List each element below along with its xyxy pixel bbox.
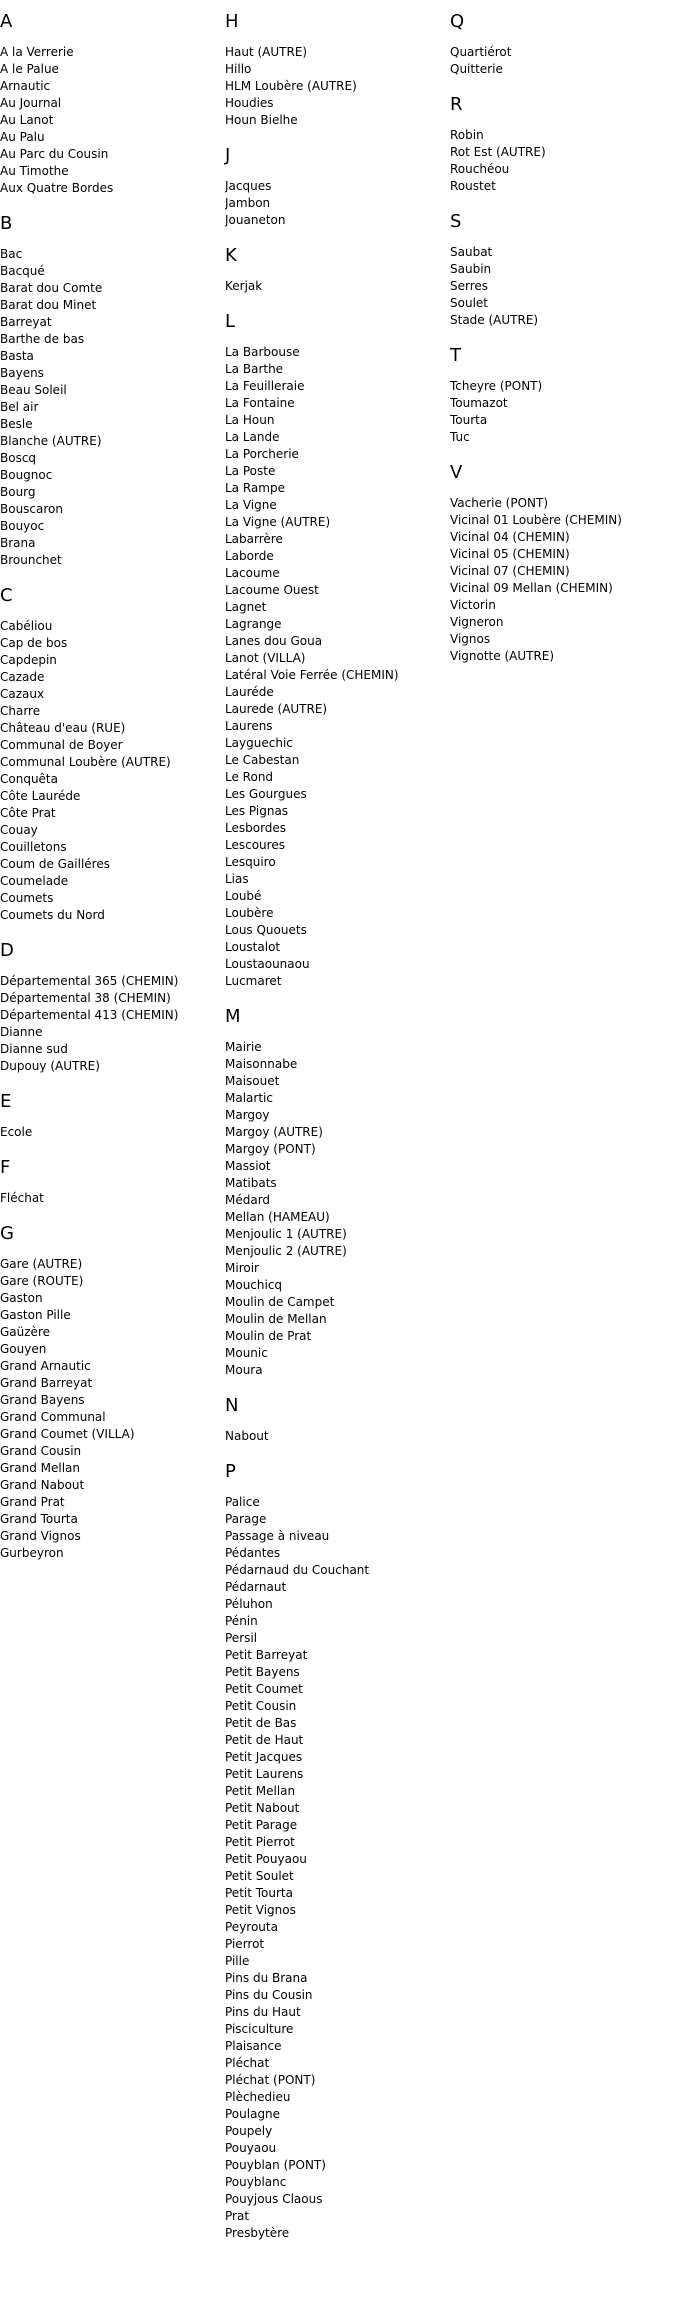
place-link[interactable]: HLM Loubère (AUTRE) [225,79,357,93]
place-link[interactable]: Basta [0,349,34,363]
place-list [225,278,445,295]
place-link[interactable]: Moura [225,1363,263,1377]
place-link[interactable]: Lagnet [225,600,267,614]
place-link[interactable]: Petit Jacques [225,1750,303,1764]
place-link[interactable]: Margoy (PONT) [225,1142,316,1156]
place-link[interactable]: Parage [225,1512,267,1526]
place-link[interactable]: Blanche (AUTRE) [0,434,102,448]
place-link[interactable]: La Poste [225,464,276,478]
place-link[interactable]: Serres [450,279,489,293]
place-link[interactable]: Petit Nabout [225,1801,300,1815]
place-link[interactable]: Cabéliou [0,619,53,633]
place-link[interactable]: Petit Parage [225,1818,298,1832]
place-link[interactable]: Pouyblanc [225,2175,287,2189]
index-column-3 [450,10,670,680]
place-link[interactable]: Latéral Voie Ferrée (CHEMIN) [225,668,399,682]
place-link[interactable]: Capdepin [0,653,57,667]
place-link[interactable]: Rot Est (AUTRE) [450,145,546,159]
letter-section [450,461,670,665]
place-link[interactable]: Bac [0,247,23,261]
place-link[interactable]: Bouscaron [0,502,63,516]
place-link[interactable]: Départemental 413 (CHEMIN) [0,1008,179,1022]
place-link[interactable]: A le Palue [0,62,59,76]
letter-heading: A [0,11,13,32]
place-link[interactable]: Lias [225,872,249,886]
letter-heading: T [450,345,461,366]
letter-section [0,584,220,924]
place-link[interactable]: Poulagne [225,2107,281,2121]
place-link[interactable]: Nabout [225,1429,269,1443]
letter-heading: L [225,311,236,332]
place-link[interactable]: Massiot [225,1159,271,1173]
place-link[interactable]: Gare (AUTRE) [0,1257,83,1271]
place-link[interactable]: Laurede (AUTRE) [225,702,328,716]
place-link[interactable]: Pins du Brana [225,1971,308,1985]
place-link[interactable]: Les Pignas [225,804,289,818]
place-list [0,44,220,197]
place-list [450,244,670,329]
place-link[interactable]: Lanot (VILLA) [225,651,306,665]
place-link[interactable]: Gare (ROUTE) [0,1274,84,1288]
letter-section [450,344,670,446]
place-link[interactable]: Lacoume Ouest [225,583,319,597]
place-link[interactable]: Côte Lauréde [0,789,81,803]
letter-section [450,210,670,329]
place-list [0,1256,220,1562]
place-link[interactable]: La Lande [225,430,280,444]
place-link[interactable]: Grand Communal [0,1410,106,1424]
place-link[interactable]: Pouyblan (PONT) [225,2158,326,2172]
place-link[interactable]: Besle [0,417,33,431]
place-link[interactable]: Arnautic [0,79,51,93]
place-link[interactable]: Bougnoc [0,468,53,482]
place-link[interactable]: Pisciculture [225,2022,294,2036]
place-link[interactable]: Pléchat (PONT) [225,2073,316,2087]
place-link[interactable]: Grand Prat [0,1495,65,1509]
place-link[interactable]: Pénin [225,1614,258,1628]
place-link[interactable]: Barthe de bas [0,332,85,346]
place-link[interactable]: Bouyoc [0,519,45,533]
place-link[interactable]: Grand Mellan [0,1461,80,1475]
place-link[interactable]: Mairie [225,1040,262,1054]
place-link[interactable]: Moulin de Prat [225,1329,312,1343]
place-link[interactable]: Les Gourgues [225,787,307,801]
place-link[interactable]: Lesbordes [225,821,287,835]
place-link[interactable]: Loubère [225,906,274,920]
place-link[interactable]: Tourta [450,413,488,427]
place-link[interactable]: Loubé [225,889,262,903]
place-list [225,178,445,229]
place-link[interactable]: Mounic [225,1346,268,1360]
place-link[interactable]: Barat dou Minet [0,298,97,312]
letter-heading: Q [450,11,465,32]
place-link[interactable]: Pouyaou [225,2141,277,2155]
place-link[interactable]: Vicinal 01 Loubère (CHEMIN) [450,513,622,527]
place-link[interactable]: Moulin de Mellan [225,1312,327,1326]
index-column-1 [0,10,220,1577]
place-link[interactable]: Vigneron [450,615,504,629]
place-link[interactable]: A la Verrerie [0,45,74,59]
place-link[interactable]: Malartic [225,1091,273,1105]
letter-section [450,10,670,78]
place-link[interactable]: Soulet [450,296,488,310]
place-link[interactable]: Palice [225,1495,260,1509]
place-link[interactable]: Quartiérot [450,45,512,59]
place-link[interactable]: Mellan (HAMEAU) [225,1210,330,1224]
place-link[interactable]: Coumets [0,891,54,905]
place-link[interactable]: Poupely [225,2124,273,2138]
letter-section [0,10,220,197]
letter-heading: J [225,145,231,166]
place-link[interactable]: Coum de Gailléres [0,857,110,871]
letter-heading: P [225,1461,236,1482]
place-link[interactable]: Pédarnaut [225,1580,287,1594]
place-link[interactable]: Gaston [0,1291,43,1305]
place-link[interactable]: Labarrère [225,532,283,546]
place-link[interactable]: La Vigne (AUTRE) [225,515,331,529]
place-link[interactable]: Plèchedieu [225,2090,291,2104]
place-link[interactable]: Cap de bos [0,636,68,650]
letter-heading: B [0,213,13,234]
place-link[interactable]: Château d'eau (RUE) [0,721,126,735]
place-link[interactable]: Petit Tourta [225,1886,293,1900]
place-link[interactable]: Charre [0,704,41,718]
place-link[interactable]: Fléchat [0,1191,44,1205]
place-link[interactable]: Matibats [225,1176,277,1190]
place-link[interactable]: Au Parc du Cousin [0,147,109,161]
letter-heading: H [225,11,239,32]
place-link[interactable]: Conquêta [0,772,58,786]
place-link[interactable]: Grand Coumet (VILLA) [0,1427,135,1441]
place-link[interactable]: Menjoulic 2 (AUTRE) [225,1244,347,1258]
place-link[interactable]: Barat dou Comte [0,281,103,295]
place-list [0,1190,220,1207]
place-link[interactable]: Le Rond [225,770,274,784]
place-link[interactable]: Margoy [225,1108,270,1122]
place-link[interactable]: Côte Prat [0,806,56,820]
place-link[interactable]: Jouaneton [225,213,286,227]
place-link[interactable]: Vignotte (AUTRE) [450,649,555,663]
place-link[interactable]: Houn Bielhe [225,113,298,127]
place-link[interactable]: Houdies [225,96,274,110]
place-link[interactable]: Vicinal 07 (CHEMIN) [450,564,570,578]
place-link[interactable]: Presbytère [225,2226,290,2240]
place-link[interactable]: Bel air [0,400,39,414]
place-link[interactable]: Petit de Bas [225,1716,297,1730]
place-link[interactable]: Roustet [450,179,496,193]
place-list [0,618,220,924]
letter-heading: S [450,211,462,232]
place-link[interactable]: Moulin de Campet [225,1295,335,1309]
place-list [450,378,670,446]
place-list [225,344,445,990]
place-link[interactable]: Maisonnabe [225,1057,298,1071]
place-link[interactable]: Petit de Haut [225,1733,304,1747]
place-link[interactable]: Petit Soulet [225,1869,294,1883]
place-list [450,127,670,195]
place-link[interactable]: Au Journal [0,96,62,110]
place-link[interactable]: Départemental 38 (CHEMIN) [0,991,171,1005]
place-link[interactable]: Lauréde [225,685,274,699]
place-link[interactable]: Lanes dou Goua [225,634,323,648]
place-link[interactable]: La Barbouse [225,345,300,359]
place-link[interactable]: Bayens [0,366,44,380]
place-link[interactable]: Bacqué [0,264,45,278]
place-link[interactable]: Laborde [225,549,274,563]
place-link[interactable]: Mouchicq [225,1278,283,1292]
place-link[interactable]: Beau Soleil [0,383,67,397]
place-list [225,1494,445,2242]
place-link[interactable]: Rouchéou [450,162,510,176]
place-link[interactable]: Persil [225,1631,258,1645]
place-link[interactable]: Miroir [225,1261,259,1275]
place-link[interactable]: Lous Quouets [225,923,307,937]
place-link[interactable]: Coumelade [0,874,69,888]
place-link[interactable]: Jacques [225,179,272,193]
place-list [0,246,220,569]
place-link[interactable]: Pierrot [225,1937,265,1951]
letter-section [0,939,220,1075]
place-link[interactable]: Robin [450,128,484,142]
letter-heading: R [450,94,463,115]
place-link[interactable]: La Barthe [225,362,284,376]
place-link[interactable]: Gaston Pille [0,1308,71,1322]
place-link[interactable]: Maisouet [225,1074,280,1088]
letter-section [225,244,445,295]
letter-section [0,212,220,569]
letter-section [225,10,445,129]
place-link[interactable]: Ecole [0,1125,33,1139]
letter-section [225,1394,445,1445]
place-link[interactable]: Pins du Cousin [225,1988,313,2002]
place-link[interactable]: Margoy (AUTRE) [225,1125,323,1139]
letter-heading: K [225,245,237,266]
place-link[interactable]: Barreyat [0,315,52,329]
place-link[interactable]: Au Palu [0,130,45,144]
place-list [225,1039,445,1379]
letter-heading: N [225,1395,239,1416]
letter-section [0,1090,220,1141]
place-link[interactable]: Grand Cousin [0,1444,82,1458]
place-link[interactable]: Coumets du Nord [0,908,105,922]
place-list [0,973,220,1075]
place-list [450,495,670,665]
letter-section [225,1005,445,1379]
place-link[interactable]: Lacoume [225,566,280,580]
place-link[interactable]: Vicinal 04 (CHEMIN) [450,530,570,544]
place-link[interactable]: Lagrange [225,617,282,631]
place-list [225,44,445,129]
place-link[interactable]: Le Cabestan [225,753,300,767]
place-link[interactable]: Vicinal 05 (CHEMIN) [450,547,570,561]
place-link[interactable]: Couilletons [0,840,67,854]
place-link[interactable]: Au Lanot [0,113,54,127]
place-link[interactable]: Quitterie [450,62,503,76]
place-link[interactable]: Cazade [0,670,45,684]
place-link[interactable]: Lucmaret [225,974,282,988]
place-list [0,1124,220,1141]
letter-heading: G [0,1223,14,1244]
place-link[interactable]: La Houn [225,413,275,427]
place-link[interactable]: Passage à niveau [225,1529,330,1543]
place-link[interactable]: Brounchet [0,553,62,567]
place-link[interactable]: Loustaounaou [225,957,310,971]
place-link[interactable]: Stade (AUTRE) [450,313,539,327]
place-link[interactable]: Communal Loubère (AUTRE) [0,755,171,769]
place-link[interactable]: Boscq [0,451,37,465]
place-link[interactable]: Grand Tourta [0,1512,78,1526]
place-link[interactable]: Jambon [225,196,271,210]
place-link[interactable]: Aux Quatre Bordes [0,181,114,195]
place-link[interactable]: Vignos [450,632,491,646]
place-link[interactable]: Péluhon [225,1597,273,1611]
place-link[interactable]: Kerjak [225,279,263,293]
place-link[interactable]: Petit Pouyaou [225,1852,307,1866]
place-link[interactable]: Lesquiro [225,855,276,869]
place-link[interactable]: Lescoures [225,838,285,852]
letter-heading: D [0,940,14,961]
letter-heading: F [0,1157,11,1178]
letter-section [0,1156,220,1207]
place-link[interactable]: Pille [225,1954,250,1968]
place-link[interactable]: La Fontaine [225,396,295,410]
place-link[interactable]: Tuc [450,430,470,444]
place-link[interactable]: Brana [0,536,36,550]
place-link[interactable]: Bourg [0,485,36,499]
place-link[interactable]: La Feuilleraie [225,379,305,393]
place-link[interactable]: Gouyen [0,1342,47,1356]
place-link[interactable]: Dianne sud [0,1042,68,1056]
letter-section [225,144,445,229]
place-link[interactable]: La Rampe [225,481,285,495]
place-link[interactable]: Départemental 365 (CHEMIN) [0,974,179,988]
place-link[interactable]: Gaüzère [0,1325,50,1339]
place-link[interactable]: Petit Coumet [225,1682,303,1696]
letter-heading: M [225,1006,241,1027]
letter-heading: E [0,1091,12,1112]
place-link[interactable]: Grand Barreyat [0,1376,93,1390]
place-link[interactable]: Hillo [225,62,252,76]
letter-section [225,1460,445,2242]
place-link[interactable]: Pédarnaud du Couchant [225,1563,370,1577]
place-link[interactable]: Peyrouta [225,1920,278,1934]
place-link[interactable]: Haut (AUTRE) [225,45,308,59]
place-link[interactable]: Petit Bayens [225,1665,300,1679]
place-link[interactable]: Tcheyre (PONT) [450,379,543,393]
place-link[interactable]: Vicinal 09 Mellan (CHEMIN) [450,581,613,595]
place-link[interactable]: Dupouy (AUTRE) [0,1059,100,1073]
place-link[interactable]: Vacherie (PONT) [450,496,549,510]
place-link[interactable]: Menjoulic 1 (AUTRE) [225,1227,347,1241]
place-link[interactable]: Grand Vignos [0,1529,81,1543]
place-link[interactable]: Laurens [225,719,273,733]
place-link[interactable]: Petit Cousin [225,1699,297,1713]
place-list [225,1428,445,1445]
place-link[interactable]: Au Timothe [0,164,69,178]
place-link[interactable]: Petit Barreyat [225,1648,308,1662]
place-link[interactable]: La Porcherie [225,447,299,461]
place-link[interactable]: Plaisance [225,2039,282,2053]
place-link[interactable]: Petit Vignos [225,1903,296,1917]
place-link[interactable]: Couay [0,823,38,837]
place-link[interactable]: Petit Mellan [225,1784,296,1798]
place-link[interactable]: Grand Nabout [0,1478,85,1492]
place-link[interactable]: Layguechic [225,736,293,750]
place-link[interactable]: Médard [225,1193,271,1207]
place-list [450,44,670,78]
place-link[interactable]: Gurbeyron [0,1546,64,1560]
place-link[interactable]: Victorin [450,598,496,612]
place-link[interactable]: Pins du Haut [225,2005,301,2019]
place-link[interactable]: Toumazot [450,396,508,410]
place-link[interactable]: Petit Laurens [225,1767,304,1781]
letter-section [450,93,670,195]
letter-section [0,1222,220,1562]
place-link[interactable]: Saubat [450,245,493,259]
place-link[interactable]: Pléchat [225,2056,270,2070]
place-link[interactable]: Prat [225,2209,250,2223]
letter-section [225,310,445,990]
place-link[interactable]: Saubin [450,262,492,276]
place-link[interactable]: Cazaux [0,687,45,701]
place-link[interactable]: Loustalot [225,940,281,954]
index-column-2 [225,10,445,2257]
place-link[interactable]: Petit Pierrot [225,1835,295,1849]
place-link[interactable]: Pouyjous Claous [225,2192,323,2206]
letter-heading: V [450,462,463,483]
place-link[interactable]: Grand Arnautic [0,1359,91,1373]
place-link[interactable]: Pédantes [225,1546,281,1560]
place-link[interactable]: La Vigne [225,498,277,512]
place-link[interactable]: Grand Bayens [0,1393,85,1407]
place-link[interactable]: Communal de Boyer [0,738,123,752]
letter-heading: C [0,585,13,606]
place-link[interactable]: Dianne [0,1025,43,1039]
